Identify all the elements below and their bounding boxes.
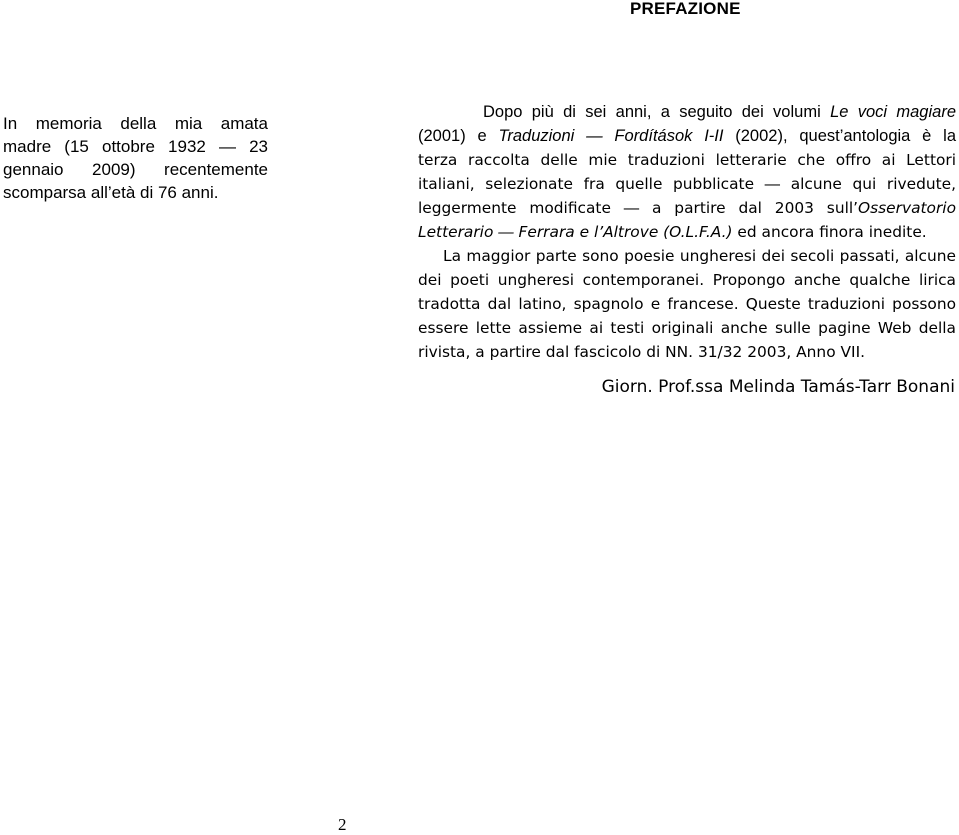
paragraph-1-line-6 [418,220,956,244]
text-run: Dopo più di sei anni, a seguito dei volumi [483,103,831,121]
text-run: (2001) e [418,127,499,145]
paragraph-2-line-3: tradotta dal latino, spagnolo e francese. Queste traduzioni possono [418,295,956,313]
dedication-line: In memoria della mia amata [3,114,268,133]
book-title: Le voci magiare [830,103,956,121]
paragraph-2-line-5: rivista, a partire dal fascicolo di NN. 31/32 2003, Anno VII. [418,343,865,361]
book-title: Traduzioni ― Fordítások I-II [498,127,724,145]
paragraph-1-line-4: italiani, selezionate fra quelle pubblicate ― alcune qui rivedute, [418,175,956,193]
text-run: leggermente modificate ― a partire dal 2003 sull’ [418,199,859,217]
signature: Giorn. Prof.ssa Melinda Tamás-Tarr Bonani [601,377,955,397]
dedication [3,112,268,204]
dedication-line: madre (15 ottobre 1932 ― 23 [3,137,268,156]
dedication-line: scomparsa all’età di 76 anni. [3,183,219,202]
magazine-title: Osservatorio [858,199,956,217]
paragraph-1-line-2 [418,124,956,148]
paragraph-1-line-5 [418,196,956,220]
paragraph-1-line-1 [418,100,956,124]
page-number: 2 [338,815,347,834]
text-run: ed ancora finora inedite. [732,223,927,241]
text-run: (2002), quest’antologia è la [723,127,957,145]
dedication-line: gennaio 2009) recentemente [3,160,268,179]
preface-body [418,100,956,364]
paragraph-2-line-4: essere lette assieme ai testi originali anche sulle pagine Web della [418,319,956,337]
page-title: PREFAZIONE [630,0,741,18]
paragraph-1-line-3: terza raccolta delle mie traduzioni letterarie che offro ai Lettori [418,151,956,169]
paragraph-2-line-1: La maggior parte sono poesie ungheresi dei secoli passati, alcune [443,247,956,265]
paragraph-2-line-2: dei poeti ungheresi contemporanei. Propongo anche qualche lirica [418,271,956,289]
magazine-title: Letterario ― Ferrara e l’Altrove (O.L.F.A.) [418,223,733,241]
